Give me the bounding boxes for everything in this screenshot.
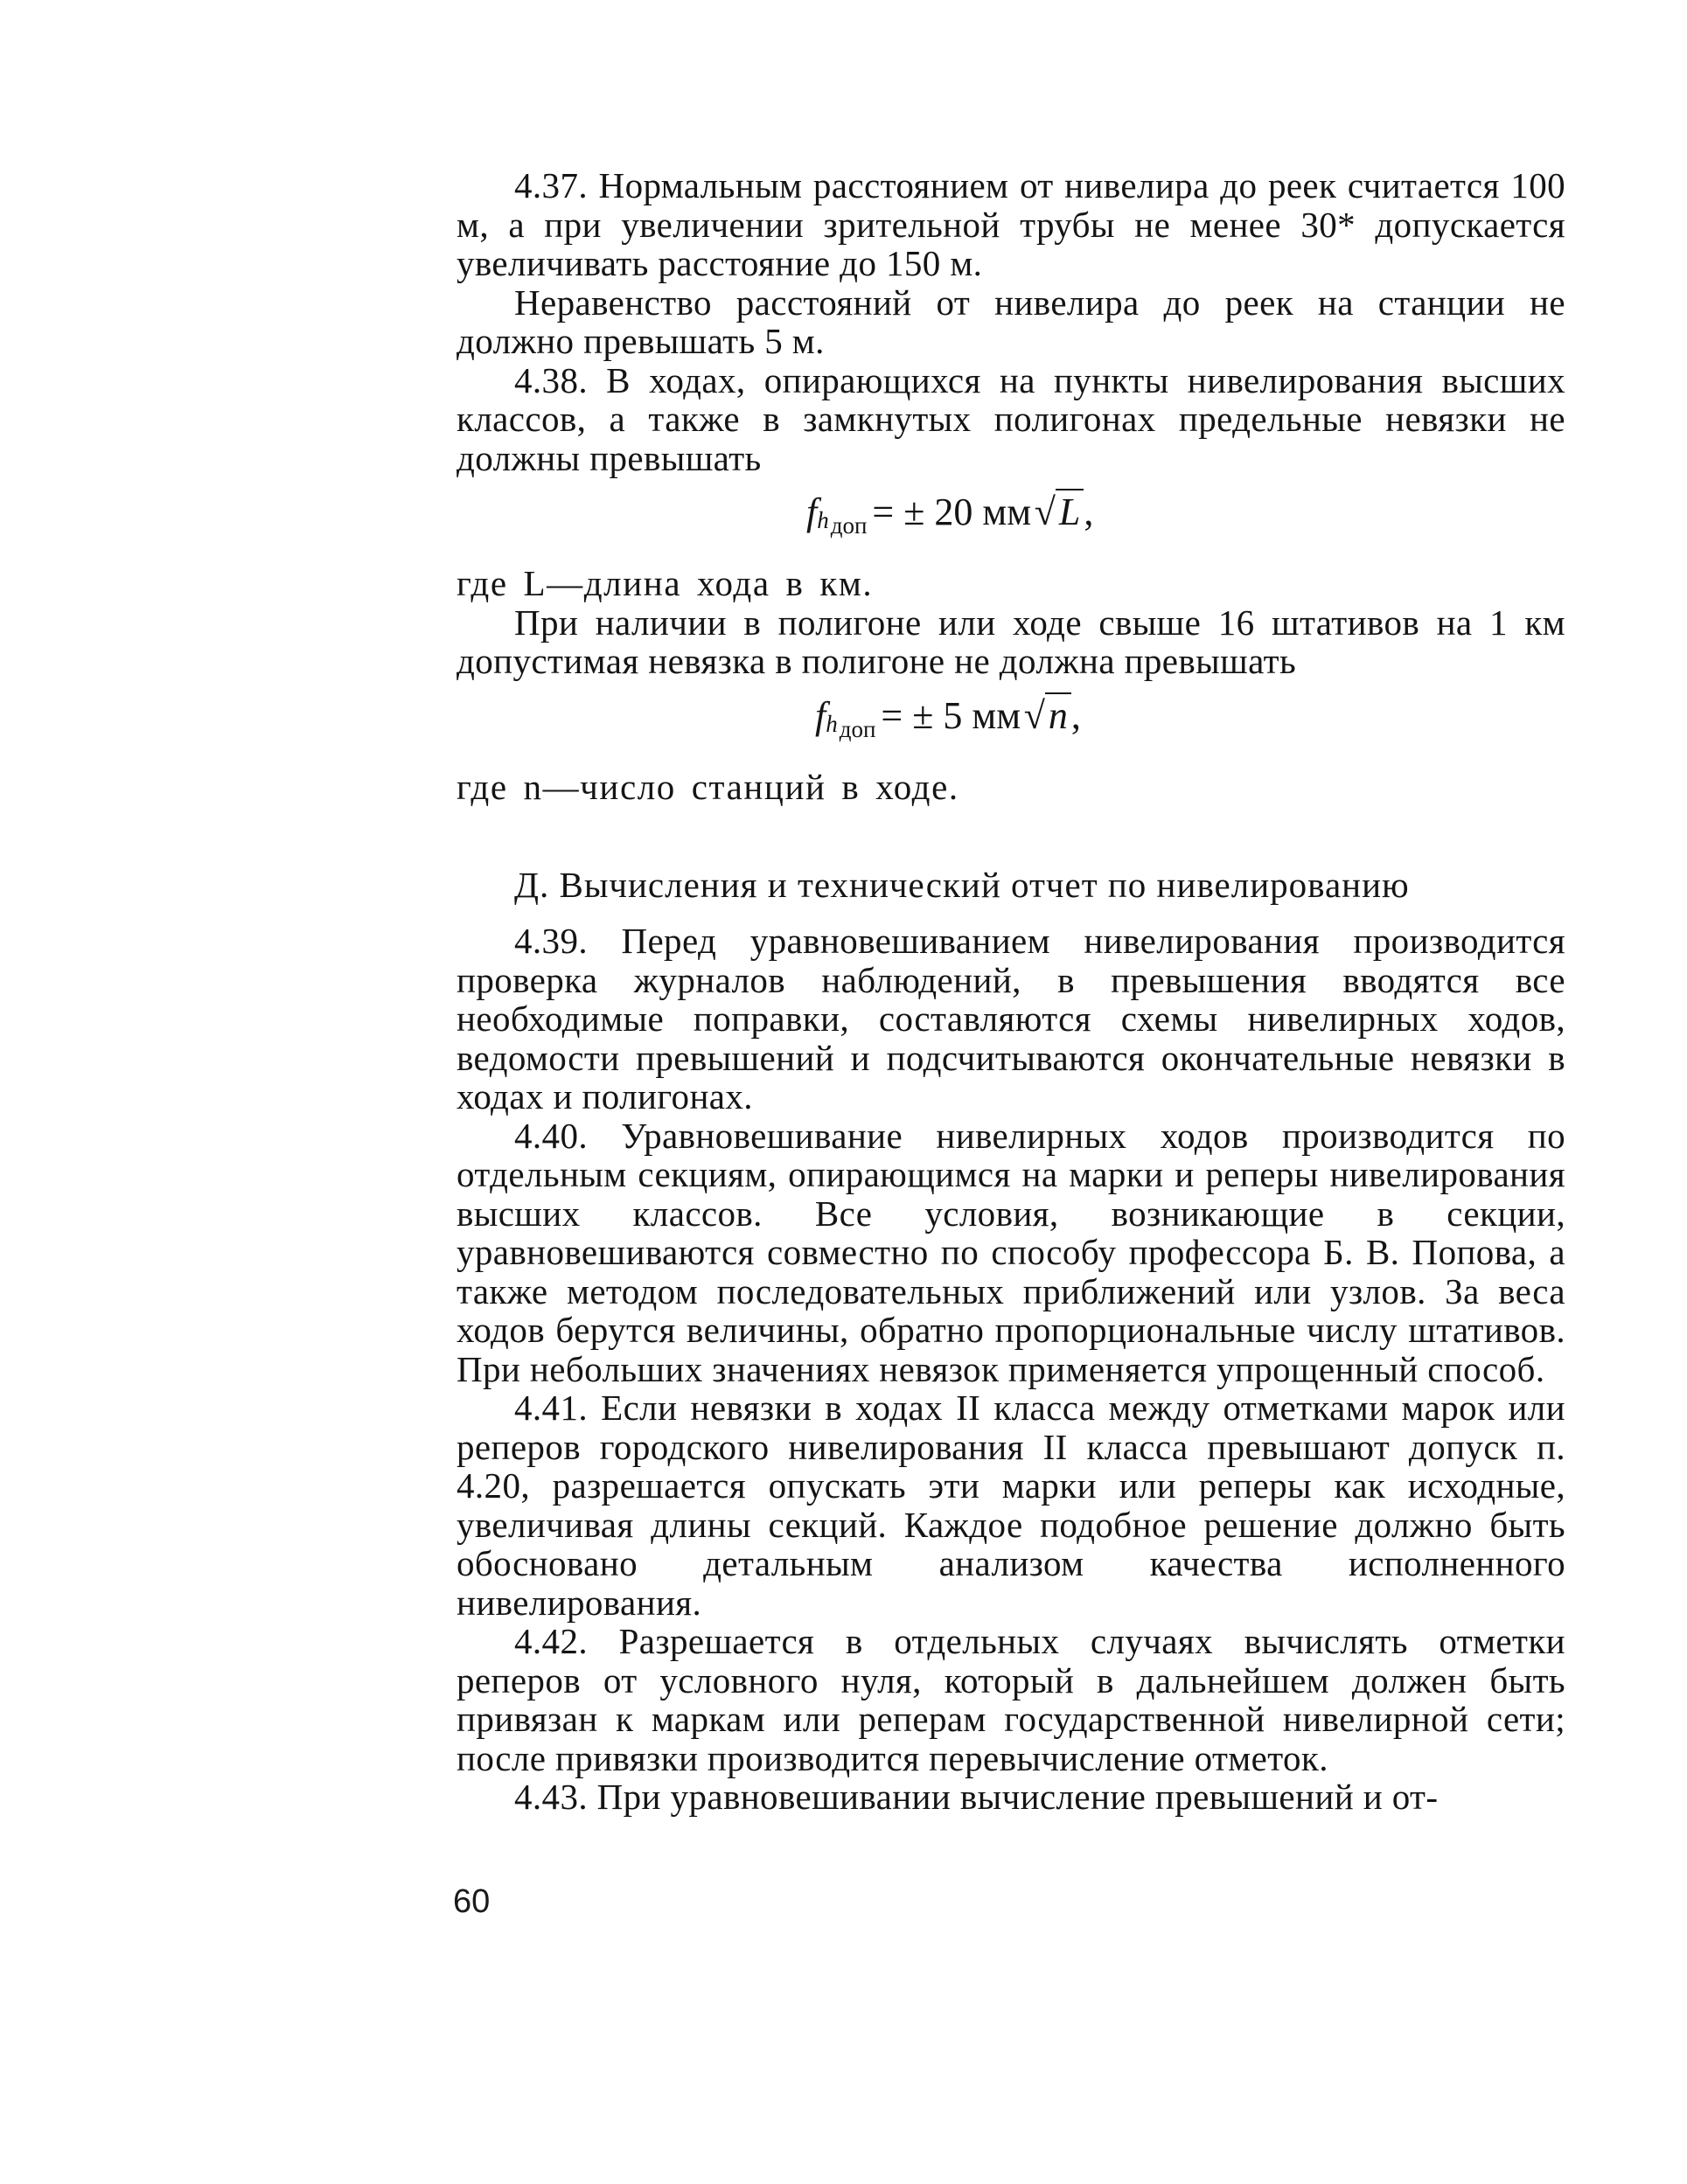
- formula-symbol-index: h: [817, 507, 829, 533]
- formula-subscript: доп: [839, 715, 876, 742]
- formula-radicand: n: [1045, 692, 1071, 737]
- page-number: 60: [453, 1883, 491, 1920]
- paragraph-4-41: 4.41. Если невязки в ходах II класса между отметками марок или реперов городского нивелирования II класса превышают допуск п. 4.20, разрешается опускать эти марки или реперы как исходные, увеличивая длины секций. Каждое подобное решение должно быть обосновано детальным анализом качества исполненного нивелирования.: [457, 1388, 1565, 1623]
- formula-radicand: L: [1056, 489, 1084, 533]
- formula-symbol: f: [815, 693, 826, 737]
- formula-2-legend: где n—число станций в ходе.: [457, 766, 959, 807]
- paragraph-4-37: 4.37. Нормальным расстоянием от нивелира до реек считается 100 м, а при увеличении зрительной трубы не менее 30* допускается увеличивать расстояние до 150 м.: [457, 165, 1565, 283]
- paragraph-4-38-continued: При наличии в полигоне или ходе свыше 16 штативов на 1 км допустимая невязка в полигоне не должна превышать: [457, 602, 1565, 681]
- formula-symbol: f: [806, 490, 818, 533]
- formula-tolerance-stations: $fh_{доп}$ = ± 5 мм √n,: [815, 693, 1081, 742]
- formula-tail: ,: [1070, 693, 1081, 737]
- paragraph-4-42: 4.42. Разрешается в отдельных случаях вычислять отметки реперов от условного нуля, который в дальнейшем должен быть привязан к маркам или реперам государственной нивелирной сети; после привязки производится перевычисление отметок.: [457, 1621, 1565, 1778]
- formula-symbol-index: h: [826, 710, 838, 737]
- formula-1-legend: где L—длина хода в км.: [457, 563, 874, 603]
- formula-tolerance-length: $fh_{доп}$ = ± 20 мм √L,: [806, 490, 1094, 539]
- paragraph-4-39: 4.39. Перед уравновешиванием нивелирования производится проверка журналов наблюдений, в превышения вводятся все необходимые поправки, составляются схемы нивелирных ходов, ведомости превышений и подсчитываются окончательные невязки в ходах и полигонах.: [457, 921, 1565, 1116]
- paragraph-4-37-continued: Неравенство расстояний от нивелира до реек на станции не должно превышать 5 м.: [457, 282, 1565, 361]
- formula-tail: ,: [1084, 490, 1094, 533]
- formula-rhs: = ± 5 мм: [881, 693, 1021, 737]
- paragraph-4-43: 4.43. При уравновешивании вычисление превышений и от-: [514, 1777, 1439, 1817]
- formula-rhs: = ± 20 мм: [872, 490, 1032, 533]
- formula-subscript: доп: [830, 512, 868, 539]
- page-body: [457, 166, 1565, 1817]
- paragraph-4-38: 4.38. В ходах, опирающихся на пункты нивелирования высших классов, а также в замкнутых полигонах предельные невязки не должны превышать: [457, 359, 1565, 478]
- section-title: Д. Вычисления и технический отчет по нивелированию: [514, 865, 1410, 905]
- paragraph-4-40: 4.40. Уравновешивание нивелирных ходов производится по отдельным секциям, опирающимся на марки и реперы нивелирования высших классов. Все условия, возникающие в секции, уравновешиваются совместно по способу профессора Б. В. Попова, а также методом последовательных приближений или узлов. За веса ходов берутся величины, обратно пропорциональные числу штативов. При небольших значениях невязок применяется упрощенный способ.: [457, 1115, 1565, 1389]
